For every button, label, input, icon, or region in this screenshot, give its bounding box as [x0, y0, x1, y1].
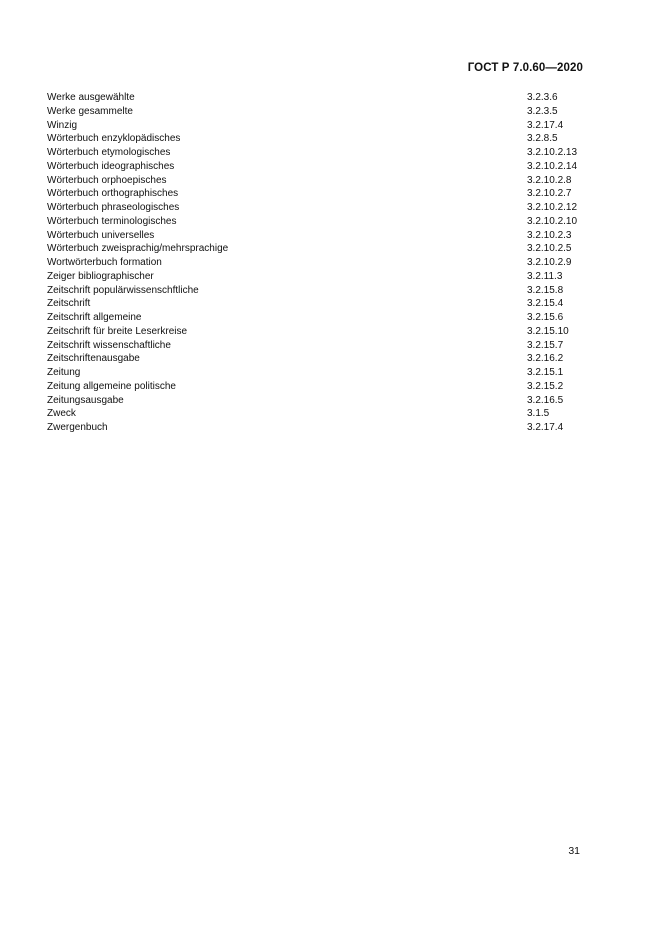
- index-entry: [47, 325, 583, 339]
- index-term: Wörterbuch terminologisches: [47, 215, 177, 227]
- index-term: Wörterbuch phraseologisches: [47, 202, 180, 213]
- index-section-ref: 3.2.11.3: [527, 270, 563, 282]
- index-entry: [47, 132, 583, 146]
- index-section-ref: 3.2.10.2.3: [527, 229, 572, 241]
- index-section-ref: 3.2.10.2.7: [527, 188, 572, 200]
- index-term: Wörterbuch orthographisches: [47, 188, 179, 200]
- term-index-list: [47, 91, 583, 435]
- index-section-ref: 3.2.15.6: [527, 312, 564, 323]
- index-entry: [47, 366, 583, 380]
- index-entry: [47, 339, 583, 353]
- index-term: Wörterbuch ideographisches: [47, 160, 175, 172]
- page-number: 31: [568, 845, 580, 857]
- index-section-ref: 3.2.17.4: [527, 422, 564, 433]
- index-entry: [47, 174, 583, 188]
- index-section-ref: 3.2.10.2.8: [527, 174, 572, 186]
- index-entry: [47, 119, 583, 133]
- index-entry: [47, 407, 583, 421]
- index-section-ref: 3.2.15.1: [527, 367, 564, 378]
- index-term: Wortwörterbuch formation: [47, 257, 162, 268]
- index-term: Zwergenbuch: [47, 422, 108, 433]
- index-section-ref: 3.2.15.10: [527, 325, 569, 337]
- index-term: Zeitschrift wissenschaftliche: [47, 339, 171, 351]
- index-entry: [47, 284, 583, 298]
- index-entry: [47, 352, 583, 366]
- index-section-ref: 3.2.15.7: [527, 339, 564, 351]
- index-section-ref: 3.2.15.4: [527, 298, 564, 310]
- index-entry: [47, 146, 583, 160]
- index-term: Zeitung: [47, 367, 81, 378]
- index-entry: [47, 380, 583, 394]
- index-section-ref: 3.2.10.2.5: [527, 243, 572, 255]
- index-term: Winzig: [47, 119, 78, 131]
- index-term: Wörterbuch enzyklopädisches: [47, 133, 181, 145]
- index-entry: [47, 105, 583, 119]
- index-term: Wörterbuch etymologisches: [47, 147, 171, 158]
- index-term: Zeiger bibliographischer: [47, 270, 154, 282]
- index-term: Zeitschrift allgemeine: [47, 312, 142, 323]
- index-entry: [47, 91, 583, 105]
- index-entry: [47, 394, 583, 408]
- index-term: Zeitschrift für breite Leserkreise: [47, 325, 188, 337]
- index-section-ref: 3.2.10.2.9: [527, 257, 572, 268]
- index-section-ref: 3.1.5: [527, 408, 550, 420]
- index-entry: [47, 297, 583, 311]
- index-term: Zeitungsausgabe: [47, 394, 124, 406]
- index-term: Zeitschriftenausgabe: [47, 353, 140, 365]
- index-section-ref: 3.2.3.5: [527, 105, 558, 117]
- index-entry: [47, 215, 583, 229]
- index-section-ref: 3.2.10.2.13: [527, 147, 578, 158]
- index-term: Wörterbuch zweisprachig/mehrsprachige: [47, 243, 229, 255]
- index-term: Zeitschrift populärwissenschftliche: [47, 284, 199, 296]
- index-section-ref: 3.2.16.2: [527, 353, 564, 365]
- index-entry: [47, 201, 583, 215]
- index-term: Zeitschrift: [47, 298, 91, 310]
- index-term: Wörterbuch universelles: [47, 229, 155, 241]
- index-entry: [47, 160, 583, 174]
- index-entry: [47, 242, 583, 256]
- index-section-ref: 3.2.10.2.12: [527, 202, 578, 213]
- index-section-ref: 3.2.10.2.10: [527, 215, 578, 227]
- index-term: Zeitung allgemeine politische: [47, 380, 176, 392]
- index-entry: [47, 421, 583, 435]
- index-section-ref: 3.2.8.5: [527, 133, 558, 145]
- index-entry: [47, 270, 583, 284]
- index-term: Zweck: [47, 408, 76, 420]
- index-term: Werke ausgewählte: [47, 92, 135, 103]
- index-entry: [47, 187, 583, 201]
- index-entry: [47, 256, 583, 270]
- index-term: Wörterbuch orphoepisches: [47, 174, 167, 186]
- index-section-ref: 3.2.15.2: [527, 380, 564, 392]
- index-section-ref: 3.2.17.4: [527, 119, 564, 131]
- index-section-ref: 3.2.3.6: [527, 92, 558, 103]
- index-section-ref: 3.2.16.5: [527, 394, 564, 406]
- document-header: ГОСТ Р 7.0.60—2020: [467, 62, 583, 74]
- index-entry: [47, 229, 583, 243]
- index-section-ref: 3.2.15.8: [527, 284, 564, 296]
- index-term: Werke gesammelte: [47, 105, 133, 117]
- index-section-ref: 3.2.10.2.14: [527, 160, 578, 172]
- index-entry: [47, 311, 583, 325]
